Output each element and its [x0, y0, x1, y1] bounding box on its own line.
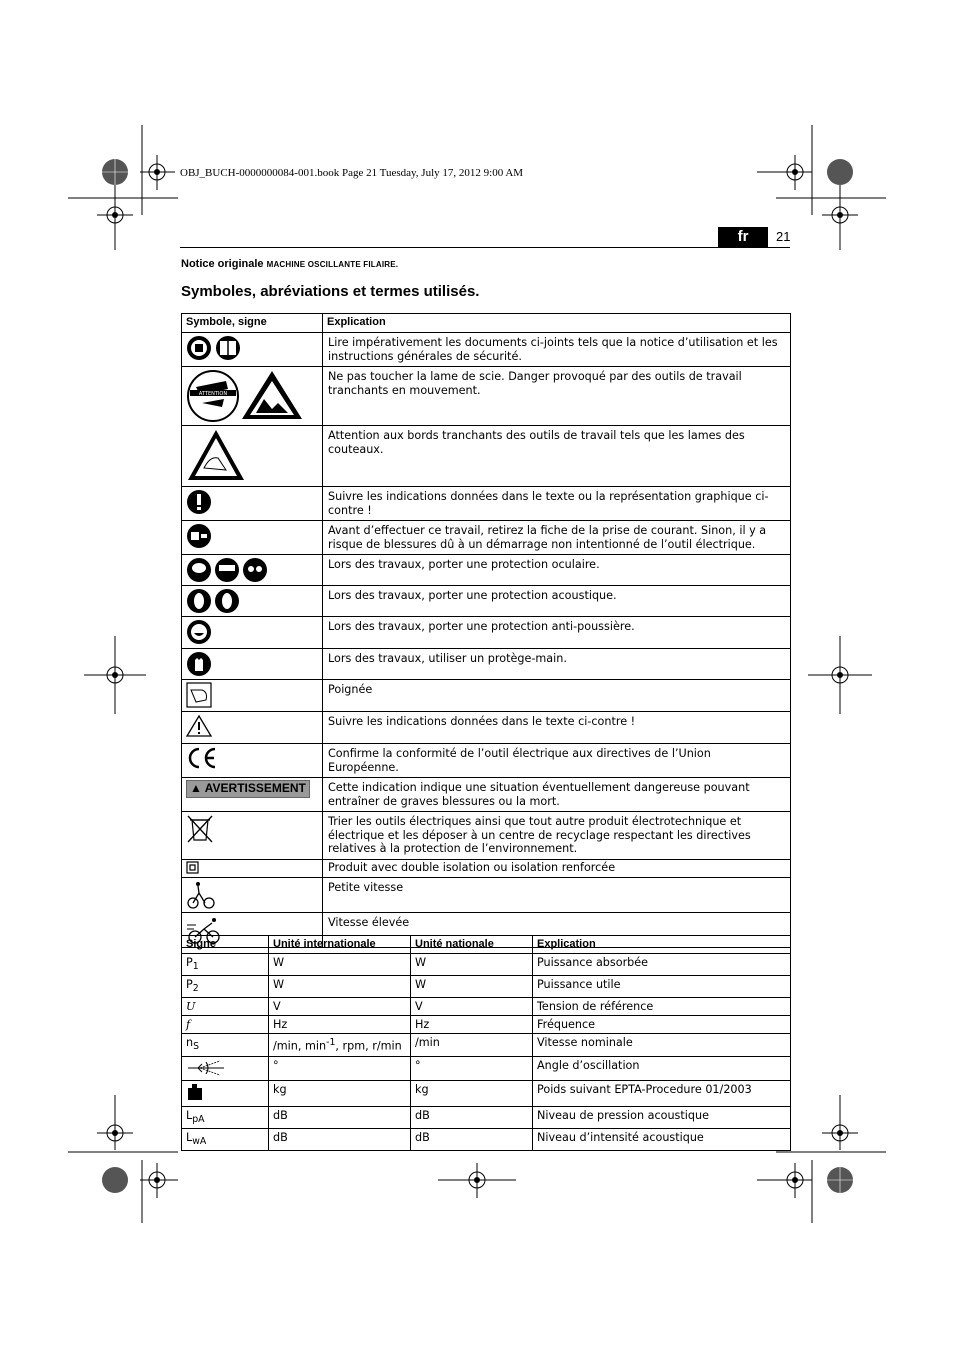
table-row [182, 586, 791, 617]
symbol-cell [182, 877, 323, 912]
natl-unit-cell: ° [411, 1056, 533, 1080]
table-row [182, 1080, 791, 1106]
table-row [182, 649, 791, 680]
sign-cell [182, 998, 269, 1016]
table-row [182, 877, 791, 912]
header-unit-explanation: Explication [533, 936, 791, 954]
glove-icon [186, 651, 214, 677]
table-row [182, 426, 791, 487]
table-row [182, 521, 791, 555]
explanation-cell: Cette indication indique une situation éventuellement dangereuse pouvant entraîner de graves blessures ou la mort. [323, 778, 791, 812]
sign-text: P [186, 978, 193, 992]
table-row [182, 1056, 791, 1080]
table-row [182, 680, 791, 712]
unplug-icon [186, 523, 214, 549]
explanation-cell: Petite vitesse [323, 877, 791, 912]
intl-unit-cell: dB [269, 1106, 411, 1128]
unit-explanation-cell: Poids suivant EPTA-Procedure 01/2003 [533, 1080, 791, 1106]
table-row [182, 859, 791, 877]
symbol-cell [182, 586, 323, 617]
intl-unit-cell: W [269, 954, 411, 976]
explanation-cell: Confirme la conformité de l’outil électrique aux directives de l’Union Européenne. [323, 744, 791, 778]
natl-unit-cell: W [411, 954, 533, 976]
ce-mark-icon [186, 746, 218, 770]
page-number: 21 [776, 229, 791, 244]
natl-unit-cell: /min [411, 1034, 533, 1056]
sign-text: f [186, 1018, 191, 1032]
intl-unit-cell: dB [269, 1128, 411, 1150]
sign-cell [182, 1106, 269, 1128]
sign-cell [182, 954, 269, 976]
symbol-cell [182, 712, 323, 744]
explanation-cell: Produit avec double isolation ou isolation renforcée [323, 859, 791, 877]
table-row [182, 333, 791, 367]
header-sign: Signe [182, 936, 269, 954]
dust-mask-icon [186, 619, 214, 645]
avertissement-badge: ▲ AVERTISSEMENT [186, 780, 310, 798]
explanation-cell: Lire impérativement les documents ci-joints tels que la notice d’utilisation et les instructions générales de sécurité. [323, 333, 791, 367]
sign-subscript: 2 [192, 983, 199, 995]
table-row [182, 712, 791, 744]
header-rule [180, 247, 790, 248]
sign-subscript: pA [192, 1113, 205, 1125]
notice-bold: Notice originale [181, 258, 264, 270]
intl-unit-cell [269, 1034, 411, 1056]
symbol-cell [182, 487, 323, 521]
symbols-table [181, 313, 791, 948]
sharp-edge-warning-icon [186, 428, 246, 484]
explanation-cell: Lors des travaux, porter une protection oculaire. [323, 555, 791, 586]
sign-subscript: S [193, 1041, 200, 1053]
explanation-cell: Poignée [323, 680, 791, 712]
sign-cell [182, 1080, 269, 1106]
table-row [182, 1034, 791, 1056]
explanation-cell: Vitesse élevée [323, 912, 791, 947]
symbol-cell [182, 426, 323, 487]
table-row [182, 367, 791, 426]
natl-unit-cell: dB [411, 1106, 533, 1128]
units-header-row [182, 936, 791, 954]
explanation-cell: Suivre les indications données dans le texte ou la représentation graphique ci-contre ! [323, 487, 791, 521]
sign-text: U [186, 1000, 196, 1014]
symbol-cell [182, 333, 323, 367]
symbol-cell [182, 521, 323, 555]
svg-text:ATTENTION: ATTENTION [198, 391, 228, 397]
ear-protection-icon [186, 588, 242, 614]
natl-unit-cell: dB [411, 1128, 533, 1150]
intl-unit-cell: V [269, 998, 411, 1016]
table-row [182, 1128, 791, 1150]
symbol-cell [182, 649, 323, 680]
header-natl-unit: Unité nationale [411, 936, 533, 954]
unit-explanation-cell: Puissance absorbée [533, 954, 791, 976]
intl-unit-cell: W [269, 976, 411, 998]
sign-text: n [186, 1036, 194, 1050]
explanation-cell: Attention aux bords tranchants des outils de travail tels que les lames des couteaux. [323, 426, 791, 487]
header-symbol: Symbole, signe [182, 314, 323, 333]
table-row [182, 487, 791, 521]
exclamation-icon [186, 489, 214, 515]
symbols-header-row [182, 314, 791, 333]
table-row [182, 617, 791, 649]
weee-bin-icon [186, 814, 214, 844]
explanation-cell: Avant d’effectuer ce travail, retirez la fiche de la prise de courant. Sinon, il y a risque de blessures dû à un démarrage non intentionné de l’outil électrique. [323, 521, 791, 555]
header-explanation: Explication [323, 314, 791, 333]
weight-icon [186, 1082, 204, 1102]
symbol-cell [182, 617, 323, 649]
header-intl-unit: Unité internationale [269, 936, 411, 954]
units-table [181, 935, 791, 1151]
symbol-cell [182, 812, 323, 860]
notice-line [181, 258, 398, 270]
sign-subscript: wA [192, 1136, 207, 1148]
explanation-cell: Lors des travaux, porter une protection acoustique. [323, 586, 791, 617]
sign-cell [182, 1056, 269, 1080]
table-row [182, 778, 791, 812]
explanation-cell: Suivre les indications données dans le texte ci-contre ! [323, 712, 791, 744]
intl-unit-cell: Hz [269, 1016, 411, 1034]
symbol-cell [182, 744, 323, 778]
explanation-cell: Lors des travaux, porter une protection anti-poussière. [323, 617, 791, 649]
warning-triangle-icon [186, 714, 214, 738]
unit-explanation-cell: Puissance utile [533, 976, 791, 998]
table-row [182, 1106, 791, 1128]
notice-smallcaps: MACHINE OSCILLANTE FILAIRE. [266, 260, 399, 269]
sign-cell [182, 976, 269, 998]
book-info-line: OBJ_BUCH-0000000084-001.book Page 21 Tuesday, July 17, 2012 9:00 AM [180, 167, 524, 179]
explanation-cell: Trier les outils électriques ainsi que tout autre produit électrotechnique et électrique et les déposer à un centre de recyclage respectant les directives relatives à la protection de l’environnement. [323, 812, 791, 860]
natl-unit-cell: kg [411, 1080, 533, 1106]
intl-unit-superscript: -1 [326, 1037, 336, 1049]
language-tab: fr [718, 227, 768, 247]
sign-cell [182, 1034, 269, 1056]
symbol-cell [182, 680, 323, 712]
symbol-cell [182, 859, 323, 877]
double-insulation-icon [186, 861, 200, 875]
sign-cell [182, 1016, 269, 1034]
unit-explanation-cell: Vitesse nominale [533, 1034, 791, 1056]
unit-explanation-cell: Angle d’oscillation [533, 1056, 791, 1080]
slow-bicycle-icon [186, 880, 216, 910]
symbol-cell [182, 778, 323, 812]
table-row [182, 976, 791, 998]
avertissement-label: AVERTISSEMENT [204, 781, 306, 795]
unit-explanation-cell: Fréquence [533, 1016, 791, 1034]
intl-unit-tail: , rpm, r/min [335, 1040, 402, 1054]
symbol-cell [182, 367, 323, 426]
sign-text: L [186, 1108, 193, 1122]
table-row [182, 555, 791, 586]
table-row [182, 744, 791, 778]
intl-unit-cell: kg [269, 1080, 411, 1106]
unit-explanation-cell: Tension de référence [533, 998, 791, 1016]
symbol-cell [182, 555, 323, 586]
unit-explanation-cell: Niveau de pression acoustique [533, 1106, 791, 1128]
intl-unit-cell: ° [269, 1056, 411, 1080]
eye-protection-icon [186, 557, 270, 583]
section-title: Symboles, abréviations et termes utilisés. [181, 283, 480, 300]
table-row [182, 954, 791, 976]
explanation-cell: Lors des travaux, utiliser un protège-main. [323, 649, 791, 680]
handle-icon [186, 682, 214, 708]
table-row [182, 1016, 791, 1034]
read-manual-icon [186, 335, 242, 361]
sign-cell [182, 1128, 269, 1150]
natl-unit-cell: W [411, 976, 533, 998]
sign-text: L [186, 1130, 193, 1144]
sign-text: P [186, 956, 193, 969]
table-row [182, 998, 791, 1016]
intl-unit-text: /min, min [273, 1040, 327, 1054]
sign-subscript: 1 [192, 961, 199, 973]
natl-unit-cell: V [411, 998, 533, 1016]
oscillation-angle-icon [186, 1058, 226, 1078]
table-row [182, 812, 791, 860]
explanation-cell: Ne pas toucher la lame de scie. Danger provoqué par des outils de travail tranchants en mouvement. [323, 367, 791, 426]
attention-blade-icon [186, 369, 306, 423]
unit-explanation-cell: Niveau d’intensité acoustique [533, 1128, 791, 1150]
natl-unit-cell: Hz [411, 1016, 533, 1034]
